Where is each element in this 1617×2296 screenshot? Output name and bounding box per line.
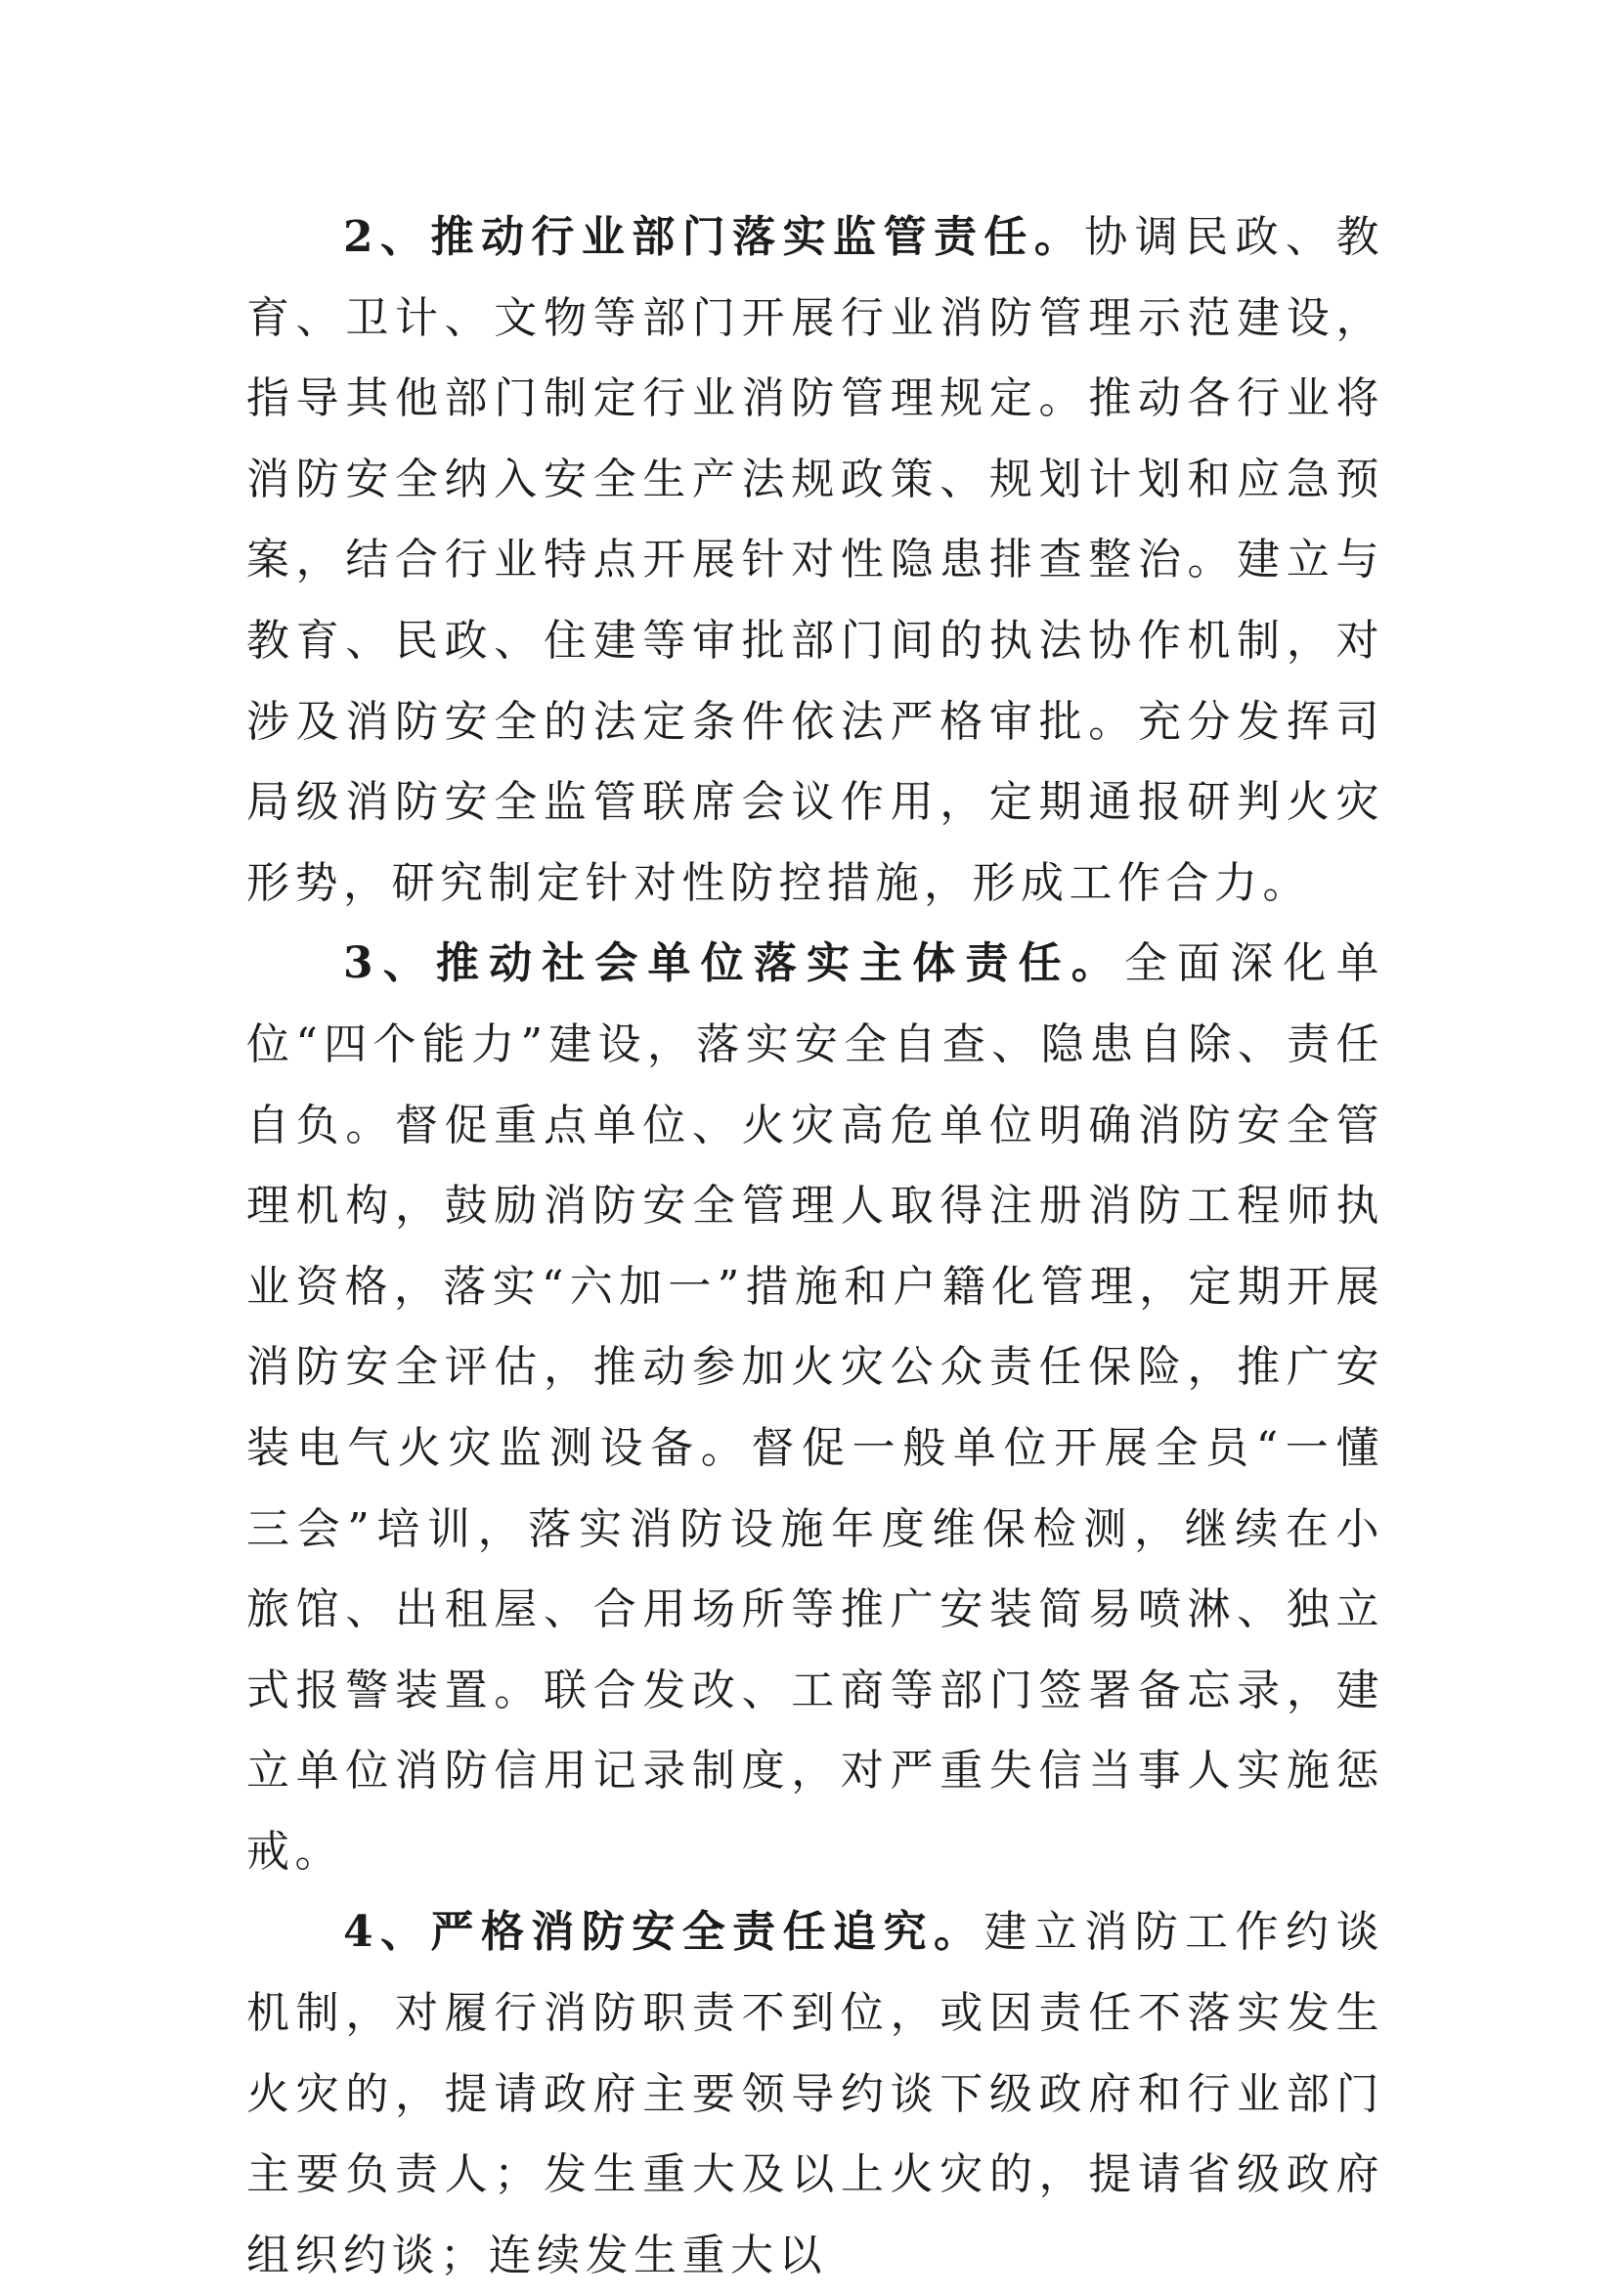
- paragraph-3-heading: 3、推动社会单位落实主体责任。: [343, 938, 1124, 989]
- paragraph-4-heading: 4、严格消防安全责任追究。: [343, 1907, 984, 1958]
- paragraph-4-body: 建立消防工作约谈机制，对履行消防职责不到位，或因责任不落实发生火灾的，提请政府主要领导约谈下级政府和行业部门主要负责人；发生重大及以上火灾的，提请省级政府组织约谈；连续发生重大以: [246, 1907, 1384, 2280]
- paragraph-2-heading: 2、推动行业部门落实监管责任。: [343, 212, 1085, 262]
- paragraph-3: [246, 924, 1384, 1892]
- paragraph-2: [246, 197, 1384, 924]
- paragraph-3-body: 全面深化单位“四个能力”建设，落实安全自查、隐患自除、责任自负。督促重点单位、火灾高危单位明确消防安全管理机构，鼓励消防安全管理人取得注册消防工程师执业资格，落实“六加一”措施和户籍化管理，定期开展消防安全评估，推动参加火灾公众责任保险，推广安装电气火灾监测设备。督促一般单位开展全员“一懂三会”培训，落实消防设施年度维保检测，继续在小旅馆、出租屋、合用场所等推广安装简易喷淋、独立式报警装置。联合发改、工商等部门签署备忘录，建立单位消防信用记录制度，对严重失信当事人实施惩戒。: [246, 938, 1384, 1877]
- document-page: [246, 197, 1384, 2296]
- paragraph-4: [246, 1892, 1384, 2296]
- paragraph-2-body: 协调民政、教育、卫计、文物等部门开展行业消防管理示范建设，指导其他部门制定行业消防管理规定。推动各行业将消防安全纳入安全生产法规政策、规划计划和应急预案，结合行业特点开展针对性隐患排查整治。建立与教育、民政、住建等审批部门间的执法协作机制，对涉及消防安全的法定条件依法严格审批。充分发挥司局级消防安全监管联席会议作用，定期通报研判火灾形势，研究制定针对性防控措施，形成工作合力。: [246, 212, 1384, 908]
